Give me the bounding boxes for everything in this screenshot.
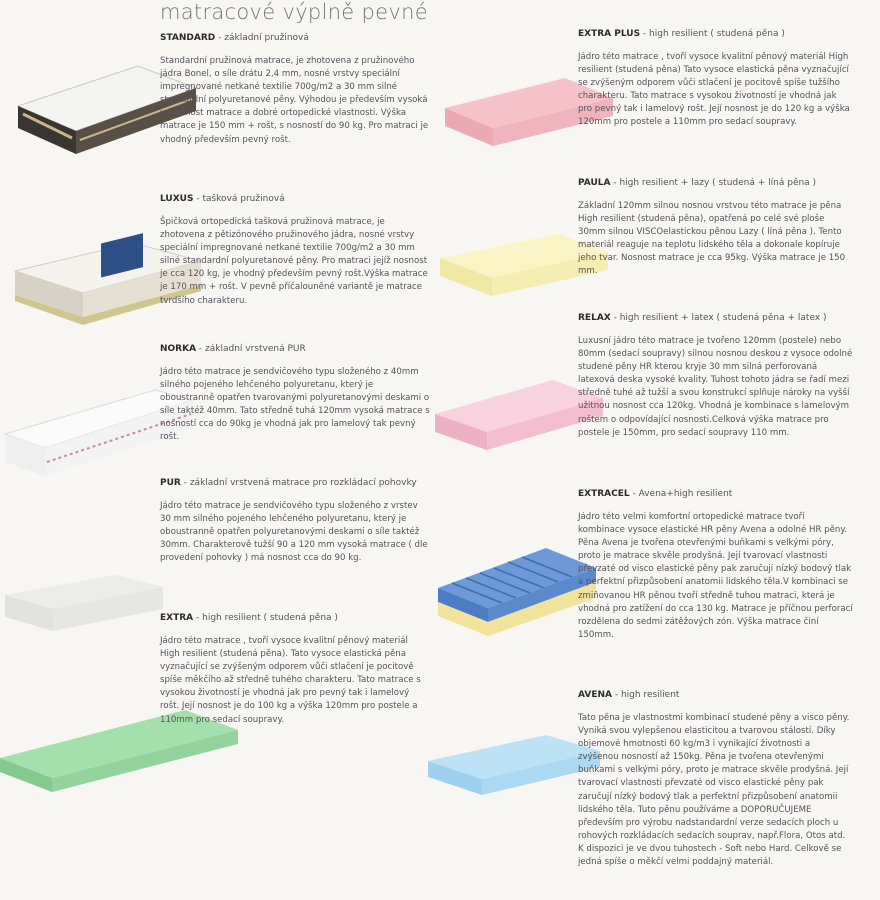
section-luxus (160, 194, 430, 308)
section-heading: EXTRACEL - Avena+high resilient (578, 489, 733, 499)
section-extra (160, 613, 430, 727)
section-heading: PAULA - high resilient + lazy ( studená + líná pěna ) (578, 178, 817, 188)
section-heading: STANDARD - základní pružinová (160, 33, 309, 43)
section-body: Jádro této matrace , tvoří vysoce kvalitní pěnový materiál High resilient (studená pěna). Tato vysoce elastická pěna vyznačující se zvýšeným odporem vůči stlačení je pocitově spíše měkčího až středně tuhého charakteru. Tato matrace s vysokou životností je vhodná jak pro pevný tak i lamelový rošt. Její nosnost je do 100 kg a výška 120mm pro postele a 110mm pro sedací soupravy. (160, 636, 421, 725)
section-body: Luxusní jádro této matrace je tvořeno 120mm (postele) nebo 80mm (sedací soupravy) silnou nosnou deskou z vysoce odolné studené pěny HR kterou kryje 30 mm silná perforovaná latexová deska vysoké kvality. Tuhost tohoto jádra se řadí mezi středně tuhé až tužší a svou konstrukcí splňuje nároky na vyšší užitnou nosnost cca 120kg. Vhodná je kombinace s lamelovým roštem o odpovídající nosnosti.Celková výška matrace pro postele je 150mm, pro sedací soupravy 110 mm. (578, 336, 853, 438)
section-body: Jádro této matrace , tvoří vysoce kvalitní pěnový materiál High resilient (studená pěna) Tato vysoce elastická pěna vyznačující se zvýšeným odporem vůči stlačení je pocitově spíše tužšího charakteru. Tato matrace s vysokou životností je vhodná jak pro pevný tak i lamelový rošt. Její nosnost je do 120 kg a výška 120mm pro postele a 110mm pro sedací soupravy. (578, 52, 850, 128)
section-heading: LUXUS - tašková pružinová (160, 194, 285, 204)
section-body: Špičková ortopedická tašková pružinová matrace, je zhotovena z pětizónového pružinového jádra, nosné vrstvy speciální impregnované netkané textilie 700g/m2 a 30 mm silné standardní polyuretanové pěny. Pro matraci jejíž nosnost je cca 120 kg, je vhodný především pevný rošt.Výška matrace je 170 mm + rošt. V pevně příčalouněné variantě je matrace tvrdšího charakteru. (160, 217, 428, 306)
section-body: Základní 120mm silnou nosnou vrstvou této matrace je pěna High resilient (studená pěna), opatřená po celé své ploše 30mm silnou VISCOelastickou pěnou Lazy ( líná pěna ). Tento materiál reaguje na teplotu lidského těla a dokonale kopíruje jeho tvar. Nosnost matrace je cca 95kg. Výška matrace je 150 mm. (578, 201, 846, 277)
section-paula (578, 178, 853, 279)
section-heading: PUR - základní vrstvená matrace pro rozkládací pohovky (160, 478, 417, 488)
section-extracel (578, 489, 853, 642)
section-heading: NORKA - základní vrstvená PUR (160, 344, 306, 354)
section-body: Jádro této matrace je sendvičového typu složeného z vrstev 30 mm silného pojeného lehčeného polyuretanu, který je oboustranně opatřen polyuretanovými deskami o síle taktéž 30mm. Charakterově tužší 90 a 120 mm vysoká matrace ( dle provedení pohovky ) má nosnost cca do 90 kg. (160, 501, 428, 564)
section-heading: EXTRA - high resilient ( studená pěna ) (160, 613, 338, 623)
mattress-extracel-image (438, 548, 598, 638)
section-avena (578, 690, 853, 869)
section-body: Standardní pružinová matrace, je zhotovena z pružinového jádra Bonel, o síle drátu 2,4 mm, nosné vrstvy speciální impregnované netkané textilie 700g/m2 a 30 mm silné standardní polyuretanové pěny. Výhodou je především vysoká vzdušnost matrace a dobré ortopedické vlastnosti. Výška matrace je 150 mm + rošt, s nosností do 90 kg. Pro matraci je vhodný především pevný rošt. (160, 56, 429, 145)
section-standard (160, 33, 430, 147)
section-norka (160, 344, 430, 445)
section-body: Tato pěna je vlastnostmi kombinací studené pěny a visco pěny. Vyniká svou vylepšenou elasticitou a tvarovou stálostí. Díky objemové hmotnosti 60 kg/m3 i vynikající životnosti a zvýšenou nosností až 150kg. Pěna je tvořena otevřenými buňkami s velkými póry, proto je matrace skvěle prodyšná. Její tvarovací vlastnosti převzaté od visco elastické pěny pak zaručují nízký bodový tlak a perfektní přizpůsobení anatomii lidského těla. Tuto pěnu používáme a DOPORUČUJEME především pro výrobu nadstandardní verze sedacích ploch u rohových rozkládacích sedacích souprav, např.Flora, Otos atd. K dispozici je ve dvou tuhostech - Soft nebo Hard. Celkově se jedná spíše o měkčí velmi poddajný materiál. (578, 713, 850, 868)
section-relax (578, 313, 853, 440)
page-title: matracové výplně pevné (160, 0, 428, 24)
section-heading: RELAX - high resilient + latex ( studená pěna + latex ) (578, 313, 827, 323)
section-extra-plus (578, 29, 853, 130)
mattress-pur-image (5, 575, 165, 635)
section-heading: EXTRA PLUS - high resilient ( studená pěna ) (578, 29, 785, 39)
section-body: Jádro této matrace je sendvičového typu složeného z 40mm silného pojeného lehčeného polyuretanu, který je oboustranně opatřen tvarovanými polyuretanovými deskami o síle taktéž 40mm. Tato středně tuhá 120mm vysoká matrace s nosností cca do 90kg je vhodná jak pro lamelový tak pevný rošt. (160, 367, 430, 443)
mattress-avena-image (428, 735, 603, 799)
section-pur (160, 478, 430, 565)
section-heading: AVENA - high resilient (578, 690, 680, 700)
section-body: Jádro této velmi komfortní ortopedické matrace tvoří kombinace vysoce elastické HR pěny Avena a odolné HR pěny. Pěna Avena je tvořena otevřenými buňkami s velkými póry, proto je matrace skvěle prodyšná. Její tvarovací vlastnosti převzaté od visco elastické pěny pak zaručují nízký bodový tlak a perfektní přizpůsobení anatomii lidského těla.V kombinaci se zmiňovanou HR pěnou tvoří středně tuhou matraci, která je vhodná pro zatížení do cca 130 kg. Matrace je příčnou perforací rozdělena do sedmi zátěžových zón. Výška matrace činí 150mm. (578, 512, 853, 640)
